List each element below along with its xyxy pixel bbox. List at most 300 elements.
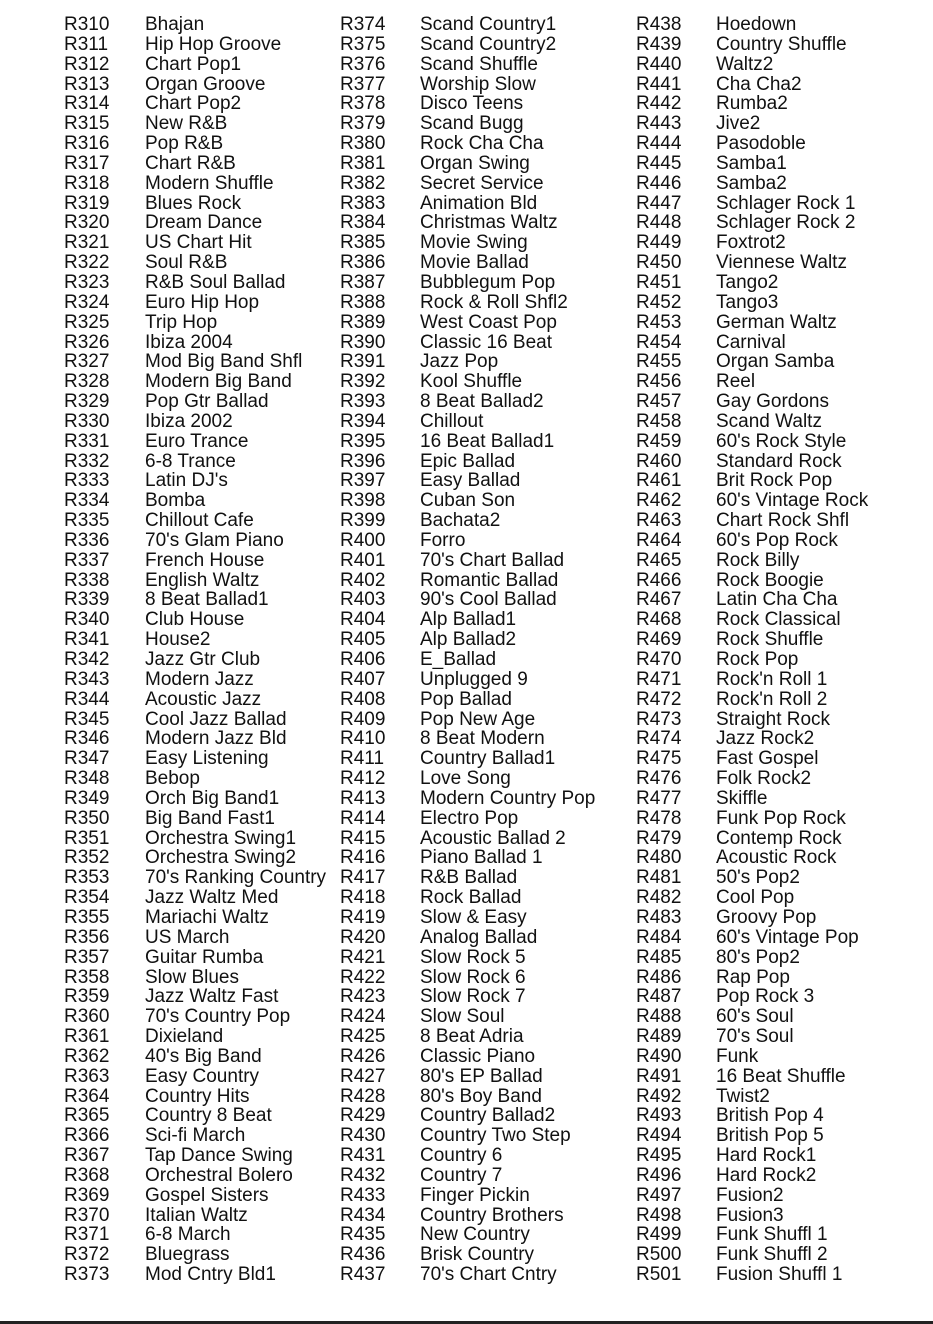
rhythm-row [64,273,326,293]
rhythm-row [64,293,326,313]
rhythm-code: R376 [340,53,386,75]
rhythm-code: R326 [64,331,110,353]
rhythm-name: Organ Swing [420,152,530,174]
rhythm-code: R423 [340,986,386,1008]
rhythm-row [636,1067,868,1087]
rhythm-code: R481 [636,867,682,889]
rhythm-name: US March [145,926,230,948]
rhythm-code: R474 [636,728,682,750]
rhythm-row [340,94,595,114]
rhythm-row [636,809,868,829]
rhythm-row [340,1047,595,1067]
rhythm-row [636,75,868,95]
rhythm-code: R501 [636,1264,682,1286]
rhythm-row [636,670,868,690]
rhythm-name: Chillout [420,410,484,432]
rhythm-row [636,471,868,491]
rhythm-name: Groovy Pop [716,906,817,928]
rhythm-code: R404 [340,609,386,631]
rhythm-code: R371 [64,1224,110,1246]
rhythm-name: Organ Groove [145,73,266,95]
rhythm-name: Big Band Fast1 [145,807,275,829]
rhythm-code: R387 [340,271,386,293]
rhythm-code: R484 [636,926,682,948]
rhythm-code: R478 [636,807,682,829]
rhythm-code: R325 [64,311,110,333]
rhythm-code: R386 [340,252,386,274]
rhythm-code: R413 [340,787,386,809]
rhythm-code: R383 [340,192,386,214]
rhythm-code: R459 [636,430,682,452]
rhythm-row [636,1027,868,1047]
rhythm-row [340,1106,595,1126]
rhythm-code: R382 [340,172,386,194]
rhythm-name: US Chart Hit [145,232,252,254]
rhythm-name: Scand Shuffle [420,53,538,75]
rhythm-code: R316 [64,133,110,155]
rhythm-name: Rumba2 [716,93,788,115]
rhythm-row [636,1186,868,1206]
rhythm-name: R&B Ballad [420,867,518,889]
rhythm-row [64,471,326,491]
rhythm-row [636,908,868,928]
rhythm-name: Italian Waltz [145,1204,248,1226]
rhythm-code: R475 [636,748,682,770]
rhythm-name: Acoustic Jazz [145,688,262,710]
rhythm-row [64,650,326,670]
rhythm-name: Cha Cha2 [716,73,802,95]
rhythm-row [340,55,595,75]
rhythm-name: Easy Country [145,1065,260,1087]
rhythm-row [636,174,868,194]
rhythm-code: R356 [64,926,110,948]
rhythm-code: R445 [636,152,682,174]
rhythm-name: Alp Ballad1 [420,609,517,631]
rhythm-code: R422 [340,966,386,988]
rhythm-code: R379 [340,113,386,135]
rhythm-code: R330 [64,410,110,432]
rhythm-code: R472 [636,688,682,710]
rhythm-code: R323 [64,271,110,293]
rhythm-name: Bachata2 [420,510,501,532]
rhythm-code: R396 [340,450,386,472]
rhythm-row [636,1146,868,1166]
rhythm-name: Country 6 [420,1145,503,1167]
rhythm-row [64,392,326,412]
rhythm-name: 8 Beat Modern [420,728,545,750]
rhythm-code: R393 [340,391,386,413]
rhythm-name: Tap Dance Swing [145,1145,293,1167]
rhythm-name: Hoedown [716,14,797,35]
rhythm-code: R446 [636,172,682,194]
rhythm-row [636,213,868,233]
rhythm-row [636,94,868,114]
rhythm-name: Ibiza 2004 [145,331,233,353]
rhythm-code: R448 [636,212,682,234]
rhythm-name: Schlager Rock 2 [716,212,856,234]
rhythm-row [340,1206,595,1226]
rhythm-name: Mariachi Waltz [145,906,269,928]
rhythm-row [64,174,326,194]
rhythm-code: R434 [340,1204,386,1226]
rhythm-name: 50's Pop2 [716,867,800,889]
rhythm-code: R418 [340,887,386,909]
rhythm-row [340,1166,595,1186]
rhythm-name: Ibiza 2002 [145,410,233,432]
rhythm-name: Orchestra Swing1 [145,827,297,849]
rhythm-name: Waltz2 [716,53,774,75]
rhythm-name: 6-8 March [145,1224,231,1246]
rhythm-row [64,194,326,214]
rhythm-code: R353 [64,867,110,889]
rhythm-row [636,55,868,75]
rhythm-code: R420 [340,926,386,948]
rhythm-row [340,273,595,293]
rhythm-row [340,194,595,214]
rhythm-row [64,571,326,591]
rhythm-name: Easy Ballad [420,470,521,492]
rhythm-name: Unplugged 9 [420,668,528,690]
rhythm-row [636,412,868,432]
rhythm-row [64,1106,326,1126]
rhythm-code: R384 [340,212,386,234]
rhythm-code: R425 [340,1026,386,1048]
rhythm-name: Cuban Son [420,490,516,512]
rhythm-code: R362 [64,1045,110,1067]
rhythm-code: R322 [64,252,110,274]
rhythm-name: 70's Glam Piano [145,529,284,551]
rhythm-code: R431 [340,1145,386,1167]
rhythm-row [64,352,326,372]
rhythm-name: Classic 16 Beat [420,331,553,353]
rhythm-code: R426 [340,1045,386,1067]
rhythm-row [636,650,868,670]
rhythm-row [340,1186,595,1206]
rhythm-code: R473 [636,708,682,730]
rhythm-name: Pop Gtr Ballad [145,391,269,413]
rhythm-code: R359 [64,986,110,1008]
rhythm-row [636,1106,868,1126]
rhythm-code: R390 [340,331,386,353]
rhythm-row [340,333,595,353]
rhythm-name: Euro Trance [145,430,249,452]
rhythm-code: R493 [636,1105,682,1127]
rhythm-row [64,551,326,571]
rhythm-name: Rock Shuffle [716,629,824,651]
rhythm-code: R451 [636,271,682,293]
rhythm-code: R395 [340,430,386,452]
rhythm-row [64,531,326,551]
rhythm-row [340,432,595,452]
rhythm-name: Gay Gordons [716,391,829,413]
rhythm-row [64,1265,326,1285]
rhythm-code: R414 [340,807,386,829]
rhythm-row [64,75,326,95]
rhythm-name: Slow Soul [420,1006,505,1028]
rhythm-code: R335 [64,510,110,532]
rhythm-name: E_Ballad [420,649,497,670]
rhythm-row [340,392,595,412]
rhythm-row [340,968,595,988]
rhythm-code: R444 [636,133,682,155]
rhythm-name: Jazz Gtr Club [145,649,261,670]
rhythm-row [340,1007,595,1027]
rhythm-code: R367 [64,1145,110,1167]
rhythm-name: Cool Pop [716,887,795,909]
rhythm-code: R417 [340,867,386,889]
rhythm-name: Contemp Rock [716,827,842,849]
rhythm-name: Orchestral Bolero [145,1164,293,1186]
rhythm-code: R441 [636,73,682,95]
rhythm-code: R495 [636,1145,682,1167]
rhythm-code: R461 [636,470,682,492]
rhythm-name: Brisk Country [420,1244,535,1266]
rhythm-row [64,313,326,333]
rhythm-row [340,213,595,233]
rhythm-name: Movie Ballad [420,252,529,274]
rhythm-row [340,511,595,531]
rhythm-name: Euro Hip Hop [145,291,260,313]
rhythm-row [64,729,326,749]
rhythm-code: R392 [340,371,386,393]
rhythm-column-1 [64,15,326,1285]
rhythm-name: Modern Jazz [145,668,254,690]
rhythm-code: R317 [64,152,110,174]
rhythm-name: Chart R&B [145,152,236,174]
rhythm-name: Club House [145,609,245,631]
rhythm-code: R432 [340,1164,386,1186]
rhythm-code: R399 [340,510,386,532]
rhythm-row [64,55,326,75]
rhythm-name: Standard Rock [716,450,842,472]
rhythm-row [340,1027,595,1047]
rhythm-name: Love Song [420,768,511,790]
rhythm-row [340,75,595,95]
rhythm-row [636,194,868,214]
rhythm-name: Modern Jazz Bld [145,728,287,750]
rhythm-code: R312 [64,53,110,75]
rhythm-code: R361 [64,1026,110,1048]
rhythm-name: Jazz Waltz Med [145,887,279,909]
rhythm-code: R499 [636,1224,682,1246]
rhythm-code: R411 [340,748,385,770]
rhythm-code: R334 [64,490,110,512]
rhythm-name: Trip Hop [145,311,218,333]
rhythm-row [64,412,326,432]
rhythm-code: R347 [64,748,110,770]
rhythm-name: 8 Beat Ballad2 [420,391,544,413]
rhythm-code: R498 [636,1204,682,1226]
rhythm-name: 90's Cool Ballad [420,589,557,611]
rhythm-code: R318 [64,172,110,194]
rhythm-row [636,313,868,333]
rhythm-row [340,868,595,888]
rhythm-code: R403 [340,589,386,611]
rhythm-row [636,1206,868,1226]
rhythm-row [340,749,595,769]
rhythm-code: R470 [636,649,682,670]
rhythm-row [636,769,868,789]
rhythm-row [636,948,868,968]
rhythm-row [636,293,868,313]
rhythm-code: R429 [340,1105,386,1127]
rhythm-row [64,511,326,531]
rhythm-name: Rock Billy [716,549,800,571]
rhythm-name: New Country [420,1224,530,1246]
rhythm-row [340,114,595,134]
rhythm-code: R333 [64,470,110,492]
rhythm-code: R454 [636,331,682,353]
rhythm-code: R490 [636,1045,682,1067]
rhythm-name: Skiffle [716,787,768,809]
rhythm-row [340,571,595,591]
rhythm-code: R405 [340,629,386,651]
rhythm-row [636,551,868,571]
rhythm-code: R436 [340,1244,386,1266]
rhythm-row [340,1265,595,1285]
rhythm-row [340,372,595,392]
rhythm-row [636,114,868,134]
rhythm-row [340,769,595,789]
rhythm-row [64,432,326,452]
rhythm-row [340,531,595,551]
rhythm-code: R456 [636,371,682,393]
rhythm-name: Scand Country2 [420,33,557,55]
rhythm-code: R457 [636,391,682,413]
rhythm-row [340,610,595,630]
rhythm-row [64,888,326,908]
rhythm-code: R352 [64,847,110,869]
rhythm-name: 60's Vintage Rock [716,490,869,512]
rhythm-code: R443 [636,113,682,135]
rhythm-row [636,511,868,531]
rhythm-row [340,829,595,849]
rhythm-row [64,630,326,650]
rhythm-row [636,154,868,174]
rhythm-code: R447 [636,192,682,214]
rhythm-name: Jazz Rock2 [716,728,815,750]
rhythm-row [636,1126,868,1146]
rhythm-row [64,1166,326,1186]
rhythm-code: R319 [64,192,110,214]
rhythm-row [64,372,326,392]
rhythm-row [636,273,868,293]
rhythm-row [64,1225,326,1245]
rhythm-name: Tango2 [716,271,779,293]
rhythm-row [636,1087,868,1107]
rhythm-code: R424 [340,1006,386,1028]
rhythm-name: Funk Shuffl 2 [716,1244,828,1266]
rhythm-code: R385 [340,232,386,254]
rhythm-name: Chart Pop1 [145,53,242,75]
rhythm-name: British Pop 5 [716,1125,824,1147]
rhythm-code: R329 [64,391,110,413]
rhythm-name: Scand Bugg [420,113,524,135]
rhythm-row [636,35,868,55]
rhythm-name: Acoustic Ballad 2 [420,827,566,849]
rhythm-row [340,888,595,908]
rhythm-name: Blues Rock [145,192,242,214]
rhythm-row [64,15,326,35]
rhythm-row [636,352,868,372]
rhythm-name: Country Ballad1 [420,748,556,770]
rhythm-row [636,829,868,849]
rhythm-code: R412 [340,768,386,790]
rhythm-name: Hard Rock1 [716,1145,817,1167]
rhythm-code: R419 [340,906,386,928]
rhythm-name: Finger Pickin [420,1184,530,1206]
rhythm-code: R366 [64,1125,110,1147]
rhythm-row [636,590,868,610]
rhythm-code: R500 [636,1244,682,1266]
rhythm-row [64,809,326,829]
rhythm-row [636,749,868,769]
rhythm-row [636,888,868,908]
rhythm-row [340,15,595,35]
rhythm-row [64,35,326,55]
rhythm-code: R442 [636,93,682,115]
rhythm-name: Organ Samba [716,351,835,373]
rhythm-row [340,948,595,968]
rhythm-name: Folk Rock2 [716,768,812,790]
rhythm-code: R476 [636,768,682,790]
rhythm-code: R480 [636,847,682,869]
rhythm-row [636,848,868,868]
rhythm-row [340,154,595,174]
rhythm-row [340,551,595,571]
rhythm-code: R427 [340,1065,386,1087]
rhythm-name: 60's Rock Style [716,430,847,452]
rhythm-name: Jazz Pop [420,351,499,373]
rhythm-name: Country 8 Beat [145,1105,272,1127]
rhythm-row [340,134,595,154]
rhythm-row [64,1206,326,1226]
rhythm-code: R488 [636,1006,682,1028]
rhythm-code: R409 [340,708,386,730]
rhythm-row [64,908,326,928]
rhythm-name: Mod Big Band Shfl [145,351,303,373]
rhythm-row [340,1245,595,1265]
rhythm-row [636,729,868,749]
rhythm-code: R369 [64,1184,110,1206]
rhythm-code: R453 [636,311,682,333]
rhythm-row [340,1146,595,1166]
rhythm-row [64,868,326,888]
rhythm-code: R452 [636,291,682,313]
rhythm-code: R410 [340,728,386,750]
rhythm-name: Mod Cntry Bld1 [145,1264,276,1286]
rhythm-row [636,333,868,353]
rhythm-code: R471 [636,668,682,690]
rhythm-row [64,1126,326,1146]
rhythm-code: R467 [636,589,682,611]
rhythm-name: Country Hits [145,1085,250,1107]
rhythm-code: R372 [64,1244,110,1266]
rhythm-row [340,809,595,829]
rhythm-code: R462 [636,490,682,512]
rhythm-name: Kool Shuffle [420,371,523,393]
rhythm-row [340,233,595,253]
rhythm-code: R450 [636,252,682,274]
rhythm-code: R338 [64,569,110,591]
rhythm-name: Rock Pop [716,649,799,670]
rhythm-row [340,650,595,670]
rhythm-row [340,848,595,868]
rhythm-name: Country Brothers [420,1204,564,1226]
rhythm-name: House2 [145,629,211,651]
rhythm-row [636,452,868,472]
rhythm-row [340,908,595,928]
